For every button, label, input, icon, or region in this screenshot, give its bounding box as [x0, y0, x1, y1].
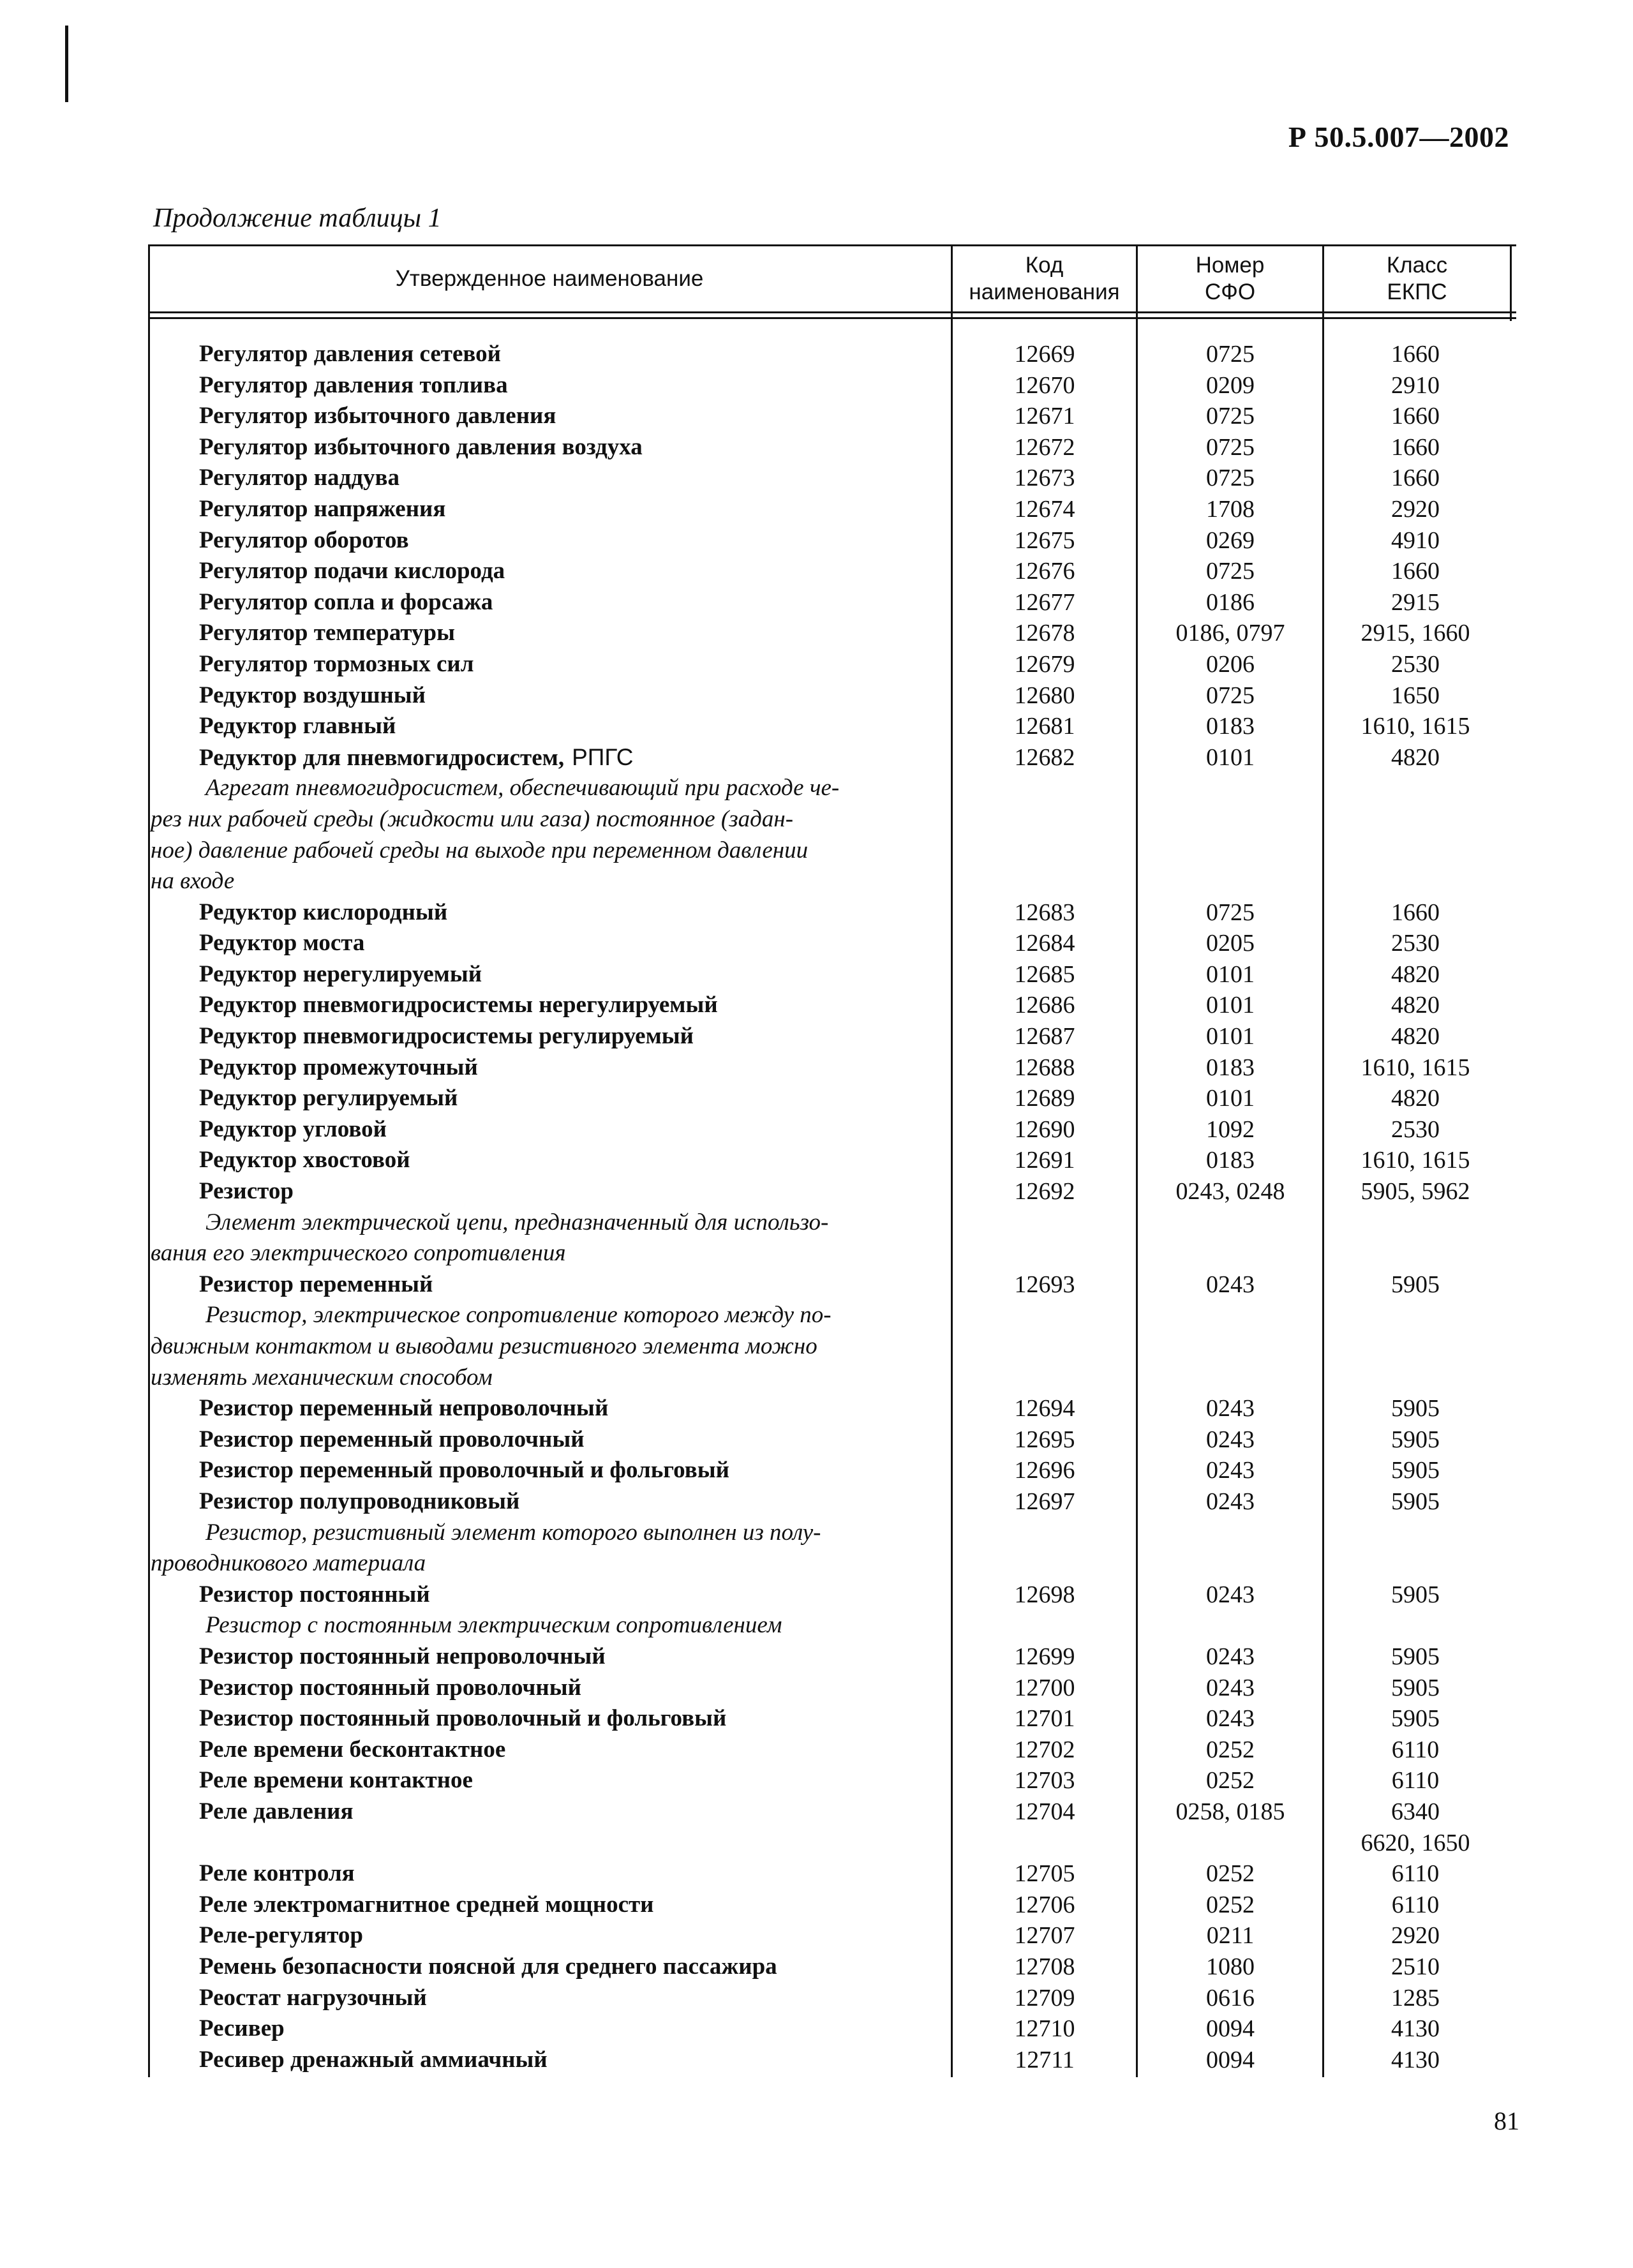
item-ekps-class: 2530	[1391, 1115, 1440, 1143]
item-code: 12681	[1014, 713, 1075, 740]
item-sfo-number: 1708	[1206, 495, 1255, 523]
item-name: Регулятор оборотов	[199, 526, 409, 553]
item-sfo-number: 0243	[1206, 1271, 1255, 1298]
item-name: Редуктор угловой	[199, 1115, 387, 1142]
item-code: 12683	[1014, 899, 1075, 926]
table-row	[148, 1114, 1516, 1145]
table-row	[148, 587, 1516, 618]
item-name: Резистор постоянный проволочный и фольговый	[199, 1705, 727, 1732]
item-ekps-class: 6110	[1391, 1891, 1440, 1918]
item-ekps-class: 5905	[1391, 1426, 1440, 1453]
definition-line: ное) давление рабочей среды на выходе при переменном давлении	[151, 837, 809, 863]
item-name: Регулятор температуры	[199, 620, 456, 646]
definition-line: Резистор с постоянным электрическим сопротивлением	[205, 1612, 782, 1639]
item-code: 12669	[1014, 341, 1075, 368]
item-name: Резистор постоянный непроволочный	[199, 1643, 606, 1669]
item-code: 12690	[1014, 1115, 1075, 1143]
item-ekps-class: 4910	[1391, 526, 1440, 554]
table-row	[148, 1052, 1516, 1084]
item-sfo-number: 0252	[1206, 1767, 1255, 1794]
column-header-code: Код наименования	[969, 253, 1120, 304]
item-sfo-number: 0258, 0185	[1175, 1798, 1285, 1825]
item-name: Регулятор наддува	[199, 465, 399, 491]
item-code: 12708	[1014, 1953, 1075, 1980]
item-code: 12674	[1014, 495, 1075, 523]
item-name: Регулятор сопла и форсажа	[199, 588, 493, 615]
item-code: 12679	[1014, 650, 1075, 678]
item-sfo-number: 0243	[1206, 1705, 1255, 1733]
item-ekps-class: 1660	[1391, 403, 1440, 430]
item-code: 12671	[1014, 403, 1075, 430]
item-name: Редуктор пневмогидросистемы нерегулируемый	[199, 992, 718, 1018]
item-name: Редуктор нерегулируемый	[199, 960, 482, 987]
item-ekps-class: 2920	[1391, 495, 1440, 523]
item-name: Регулятор давления сетевой	[199, 341, 501, 367]
item-name: Реле времени бесконтактное	[199, 1736, 506, 1763]
definition-line: вания его электрического сопротивления	[151, 1240, 566, 1267]
item-ekps-class: 6110	[1391, 1860, 1440, 1888]
table	[148, 244, 1516, 2077]
item-sfo-number: 0206	[1206, 650, 1255, 678]
item-sfo-number: 0725	[1206, 433, 1255, 461]
item-sfo-number: 0209	[1206, 371, 1255, 399]
column-header-sfo: Номер СФО	[1195, 253, 1265, 304]
item-ekps-class: 5905	[1391, 1581, 1440, 1608]
item-code: 12701	[1014, 1705, 1075, 1733]
header-double-rule-1	[148, 311, 1516, 313]
item-name: Редуктор воздушный	[199, 682, 426, 708]
item-sfo-number: 0725	[1206, 682, 1255, 709]
item-ekps-class: 6110	[1391, 1767, 1440, 1794]
item-code: 12687	[1014, 1023, 1075, 1050]
item-code: 12680	[1014, 682, 1075, 709]
definition-line: изменять механическим способом	[151, 1364, 493, 1391]
item-sfo-number: 0186, 0797	[1175, 620, 1285, 647]
item-ekps-class: 6110	[1391, 1736, 1440, 1763]
item-name: Регулятор подачи кислорода	[199, 558, 505, 585]
item-definition	[151, 773, 947, 897]
table-row	[148, 1455, 1516, 1486]
item-name: Регулятор избыточного давления воздуха	[199, 433, 643, 460]
item-abbreviation: РПГС	[572, 743, 634, 770]
table-row	[148, 711, 1516, 742]
item-code: 12693	[1014, 1271, 1075, 1298]
item-ekps-class: 1660	[1391, 341, 1440, 368]
item-sfo-number: 0269	[1206, 526, 1255, 554]
table-row	[148, 1858, 1516, 1890]
item-code: 12692	[1014, 1178, 1075, 1205]
item-sfo-number: 0725	[1206, 899, 1255, 926]
table-row	[148, 1083, 1516, 1114]
definition-line: проводникового материала	[151, 1550, 426, 1577]
table-row	[148, 1021, 1516, 1052]
item-ekps-class: 2530	[1391, 930, 1440, 957]
table-row	[148, 1890, 1516, 1921]
item-ekps-class: 4820	[1391, 992, 1440, 1019]
item-code: 12689	[1014, 1085, 1075, 1112]
table-row	[148, 1641, 1516, 1673]
table-row	[148, 556, 1516, 587]
item-code: 12686	[1014, 992, 1075, 1019]
table-row	[148, 959, 1516, 990]
item-name: Реостат нагрузочный	[199, 1984, 427, 2011]
table-row	[148, 1145, 1516, 1176]
item-name: Реле давления	[199, 1798, 354, 1824]
item-ekps-class: 5905	[1391, 1488, 1440, 1515]
item-ekps-class: 2915, 1660	[1361, 620, 1470, 647]
item-sfo-number: 0205	[1206, 930, 1255, 957]
table-row	[148, 1735, 1516, 1766]
item-ekps-class: 5905	[1391, 1395, 1440, 1422]
item-sfo-number: 0252	[1206, 1860, 1255, 1888]
table-row	[148, 1176, 1516, 1207]
item-ekps-class: 2920	[1391, 1922, 1440, 1950]
item-code: 12682	[1014, 743, 1075, 771]
item-sfo-number: 0725	[1206, 465, 1255, 492]
item-ekps-class: 5905	[1391, 1705, 1440, 1733]
definition-line: Резистор, резистивный элемент которого выполнен из полу-	[205, 1519, 821, 1546]
item-sfo-number: 0101	[1206, 1023, 1255, 1050]
table-row	[148, 2013, 1516, 2045]
item-sfo-number: 0252	[1206, 1736, 1255, 1763]
table-row	[148, 1951, 1516, 1983]
item-sfo-number: 0725	[1206, 403, 1255, 430]
item-name: Резистор постоянный	[199, 1581, 430, 1608]
item-name: Резистор полупроводниковый	[199, 1488, 520, 1514]
item-ekps-class: 1660	[1391, 465, 1440, 492]
table-row	[148, 1424, 1516, 1456]
item-code: 12709	[1014, 1984, 1075, 2011]
item-sfo-number: 0101	[1206, 1085, 1255, 1112]
item-code: 12694	[1014, 1395, 1075, 1422]
item-code: 12672	[1014, 433, 1075, 461]
item-ekps-class: 1610, 1615	[1361, 713, 1470, 740]
item-sfo-number: 0183	[1206, 713, 1255, 740]
table-row	[148, 1983, 1516, 2014]
item-code: 12691	[1014, 1147, 1075, 1174]
item-name: Реле контроля	[199, 1860, 355, 1887]
table-row	[148, 1269, 1516, 1301]
table-top-border	[148, 244, 1516, 246]
definition-block	[148, 1610, 1516, 1641]
item-ekps-class: 5905, 5962	[1361, 1178, 1470, 1205]
table-row	[148, 1393, 1516, 1424]
item-name: Резистор постоянный проволочный	[199, 1674, 581, 1701]
table-right-border	[1510, 244, 1512, 321]
item-code: 12678	[1014, 620, 1075, 647]
item-ekps-class: 4820	[1391, 743, 1440, 771]
item-name: Редуктор промежуточный	[199, 1054, 478, 1080]
item-name: Ресивер	[199, 2015, 285, 2042]
item-name: Редуктор хвостовой	[199, 1147, 410, 1174]
item-ekps-class: 2910	[1391, 371, 1440, 399]
table-row	[148, 990, 1516, 1021]
item-name: Ресивер дренажный аммиачный	[199, 2046, 548, 2073]
item-code: 12705	[1014, 1860, 1075, 1888]
table-row	[148, 618, 1516, 649]
column-header-name: Утвержденное наименование	[395, 266, 704, 291]
item-sfo-number: 0725	[1206, 341, 1255, 368]
item-sfo-number: 0183	[1206, 1147, 1255, 1174]
table-row	[148, 1673, 1516, 1704]
item-name: Реле-регулятор	[199, 1922, 363, 1949]
item-name: Резистор переменный проволочный	[199, 1426, 585, 1452]
item-sfo-number: 0243	[1206, 1457, 1255, 1484]
definition-block	[148, 1300, 1516, 1393]
item-ekps-class: 4130	[1391, 2046, 1440, 2073]
table-row	[148, 1703, 1516, 1735]
item-code: 12676	[1014, 558, 1075, 585]
definition-line: рез них рабочей среды (жидкости или газа) постоянное (задан-	[151, 805, 794, 832]
item-sfo-number: 0094	[1206, 2015, 1255, 2043]
item-ekps-class: 1660	[1391, 433, 1440, 461]
item-name: Регулятор избыточного давления	[199, 403, 556, 429]
table-row	[148, 370, 1516, 401]
item-ekps-class: 2510	[1391, 1953, 1440, 1980]
item-name: Резистор переменный непроволочный	[199, 1395, 609, 1422]
page-number: 81	[1494, 2107, 1519, 2135]
item-ekps-class: 1660	[1391, 899, 1440, 926]
definition-block	[148, 1207, 1516, 1269]
item-code: 12700	[1014, 1674, 1075, 1701]
table-row	[148, 1486, 1516, 1518]
header-double-rule-2	[148, 317, 1516, 319]
item-name: Редуктор моста	[199, 930, 365, 957]
item-name	[199, 742, 633, 774]
table-row	[148, 742, 1516, 773]
item-name: Регулятор напряжения	[199, 495, 446, 522]
table-row	[148, 339, 1516, 370]
item-name: Ремень безопасности поясной для среднего пассажира	[199, 1953, 777, 1980]
item-sfo-number: 0186	[1206, 588, 1255, 616]
item-code: 12706	[1014, 1891, 1075, 1918]
item-sfo-number: 0252	[1206, 1891, 1255, 1918]
item-code: 12697	[1014, 1488, 1075, 1515]
item-code: 12673	[1014, 465, 1075, 492]
table-row	[148, 928, 1516, 959]
scan-mark-top-left	[65, 26, 68, 102]
table-row	[148, 1796, 1516, 1828]
table-body	[148, 339, 1516, 2075]
item-sfo-number: 0183	[1206, 1054, 1255, 1081]
item-sfo-number: 0243, 0248	[1175, 1178, 1285, 1205]
item-name-text: Редуктор для пневмогидросистем,	[199, 744, 565, 771]
item-definition	[151, 1207, 947, 1269]
table-row	[148, 494, 1516, 525]
definition-line: Агрегат пневмогидросистем, обеспечивающий при расходе че-	[205, 775, 840, 802]
item-code: 12702	[1014, 1736, 1075, 1763]
item-code: 12696	[1014, 1457, 1075, 1484]
item-code: 12710	[1014, 2015, 1075, 2043]
item-ekps-class: 5905	[1391, 1271, 1440, 1298]
item-name: Реле времени контактное	[199, 1767, 473, 1794]
item-code: 12670	[1014, 371, 1075, 399]
item-ekps-class: 2915	[1391, 588, 1440, 616]
item-sfo-number: 0101	[1206, 743, 1255, 771]
item-code: 12703	[1014, 1767, 1075, 1794]
table-row	[148, 649, 1516, 680]
item-ekps-class: 4820	[1391, 960, 1440, 988]
item-ekps-class: 1285	[1391, 1984, 1440, 2011]
definition-line: движным контактом и выводами резистивного элемента можно	[151, 1333, 817, 1360]
item-ekps-class: 1610, 1615	[1361, 1054, 1470, 1081]
item-ekps-class: 4820	[1391, 1023, 1440, 1050]
item-code: 12698	[1014, 1581, 1075, 1608]
item-definition	[151, 1300, 947, 1393]
item-sfo-number: 0243	[1206, 1674, 1255, 1701]
item-sfo-number: 0243	[1206, 1488, 1255, 1515]
item-ekps-class: 4130	[1391, 2015, 1440, 2043]
definition-line: Элемент электрической цепи, предназначенный для использо-	[205, 1209, 829, 1235]
table-row	[148, 463, 1516, 494]
item-sfo-number: 0243	[1206, 1581, 1255, 1608]
item-ekps-class: 1660	[1391, 558, 1440, 585]
definition-line: Резистор, электрическое сопротивление которого между по-	[205, 1302, 831, 1329]
table-row	[148, 897, 1516, 929]
item-sfo-number: 0094	[1206, 2046, 1255, 2073]
item-sfo-number: 0101	[1206, 960, 1255, 988]
item-sfo-number: 0243	[1206, 1643, 1255, 1670]
item-sfo-number: 0211	[1206, 1922, 1255, 1950]
item-ekps-class: 5905	[1391, 1643, 1440, 1670]
item-name: Реле электромагнитное средней мощности	[199, 1891, 654, 1918]
item-ekps-class: 1650	[1391, 682, 1440, 709]
item-code: 12699	[1014, 1643, 1075, 1670]
item-sfo-number: 1080	[1206, 1953, 1255, 1980]
definition-line: на входе	[151, 868, 235, 895]
item-name: Резистор переменный проволочный и фольговый	[199, 1457, 729, 1484]
table-row	[148, 2045, 1516, 2076]
item-code: 12704	[1014, 1798, 1075, 1825]
item-code: 12707	[1014, 1922, 1075, 1950]
item-name: Регулятор тормозных сил	[199, 650, 474, 677]
table-row	[148, 525, 1516, 556]
definition-block	[148, 1518, 1516, 1579]
item-ekps-class: 5905	[1391, 1457, 1440, 1484]
item-sfo-number: 1092	[1206, 1115, 1255, 1143]
item-name: Резистор	[199, 1178, 294, 1205]
document-code: Р 50.5.007—2002	[1288, 121, 1509, 153]
item-ekps-class: 6340	[1391, 1798, 1440, 1825]
table-row	[148, 432, 1516, 463]
item-name: Редуктор регулируемый	[199, 1085, 458, 1112]
item-ekps-class: 5905	[1391, 1674, 1440, 1701]
table-continuation-caption: Продолжение таблицы 1	[153, 204, 442, 233]
item-name: Регулятор давления топлива	[199, 371, 508, 398]
item-code: 12688	[1014, 1054, 1075, 1081]
item-definition	[151, 1518, 947, 1579]
item-name: Редуктор кислородный	[199, 899, 448, 925]
item-code: 12677	[1014, 588, 1075, 616]
item-sfo-number: 0725	[1206, 558, 1255, 585]
table-row	[148, 1920, 1516, 1951]
item-definition	[151, 1610, 947, 1641]
item-ekps-class: 1610, 1615	[1361, 1147, 1470, 1174]
table-row	[148, 401, 1516, 432]
item-ekps-class: 4820	[1391, 1085, 1440, 1112]
item-name: Редуктор главный	[199, 713, 396, 740]
table-row	[148, 1828, 1516, 1859]
item-ekps-class: 2530	[1391, 650, 1440, 678]
item-code: 12684	[1014, 930, 1075, 957]
item-sfo-number: 0616	[1206, 1984, 1255, 2011]
item-name: Резистор переменный	[199, 1271, 433, 1297]
item-code: 12695	[1014, 1426, 1075, 1453]
table-row	[148, 1579, 1516, 1611]
item-code: 12711	[1015, 2046, 1075, 2073]
table-row	[148, 1765, 1516, 1796]
definition-block	[148, 773, 1516, 897]
item-sfo-number: 0101	[1206, 992, 1255, 1019]
table-row	[148, 680, 1516, 712]
item-sfo-number: 0243	[1206, 1426, 1255, 1453]
item-name: Редуктор пневмогидросистемы регулируемый	[199, 1023, 694, 1050]
item-sfo-number: 0243	[1206, 1395, 1255, 1422]
column-header-class: Класс ЕКПС	[1386, 253, 1448, 304]
item-code: 12685	[1014, 960, 1075, 988]
item-ekps-class: 6620, 1650	[1361, 1829, 1470, 1856]
item-code: 12675	[1014, 526, 1075, 554]
